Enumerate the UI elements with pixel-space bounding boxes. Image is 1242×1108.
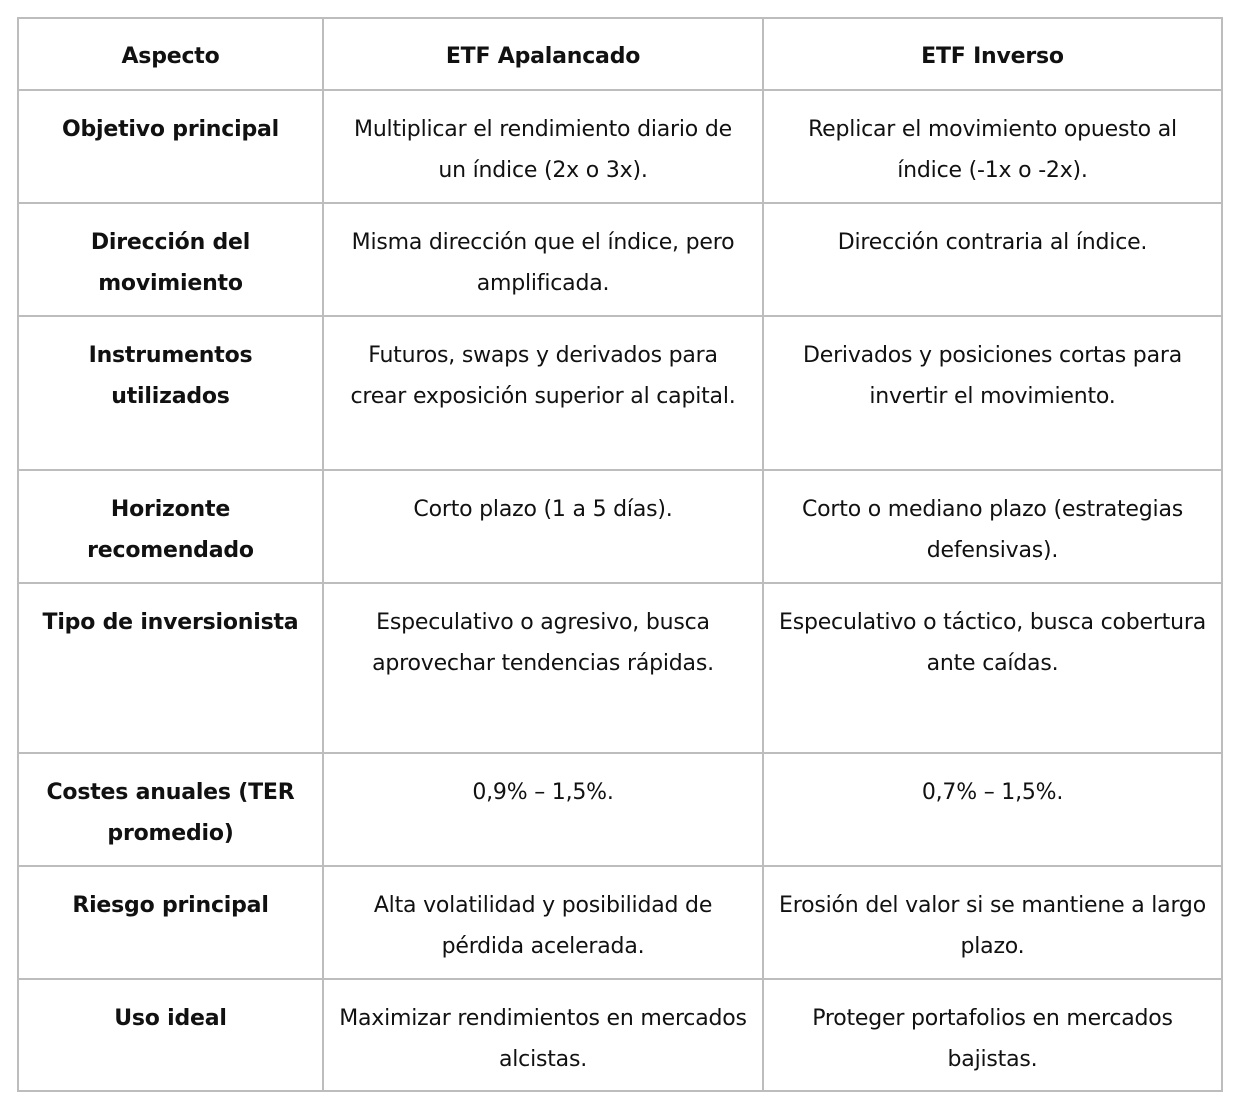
header-row <box>18 18 1222 90</box>
header-inverse-etf: ETF Inverso <box>763 18 1222 90</box>
inverse-cell: Replicar el movimiento opuesto al índice (-1x o -2x). <box>763 90 1222 203</box>
table-row <box>18 583 1222 753</box>
inverse-cell: Derivados y posiciones cortas para invertir el movimiento. <box>763 316 1222 470</box>
aspect-cell: Riesgo principal <box>18 866 323 979</box>
leveraged-cell: Multiplicar el rendimiento diario de un índice (2x o 3x). <box>323 90 763 203</box>
aspect-cell: Horizonte recomendado <box>18 470 323 583</box>
header-leveraged-etf: ETF Apalancado <box>323 18 763 90</box>
leveraged-cell: Misma dirección que el índice, pero amplificada. <box>323 203 763 316</box>
table-row <box>18 470 1222 583</box>
leveraged-cell: Corto plazo (1 a 5 días). <box>323 470 763 583</box>
inverse-cell: Especulativo o táctico, busca cobertura ante caídas. <box>763 583 1222 753</box>
table-row <box>18 866 1222 979</box>
leveraged-cell: Alta volatilidad y posibilidad de pérdida acelerada. <box>323 866 763 979</box>
comparison-table <box>17 17 1223 1092</box>
aspect-cell: Tipo de inversionista <box>18 583 323 753</box>
inverse-cell: Proteger portafolios en mercados bajistas. <box>763 979 1222 1091</box>
leveraged-cell: Futuros, swaps y derivados para crear exposición superior al capital. <box>323 316 763 470</box>
aspect-cell: Dirección del movimiento <box>18 203 323 316</box>
inverse-cell: Dirección contraria al índice. <box>763 203 1222 316</box>
aspect-cell: Objetivo principal <box>18 90 323 203</box>
inverse-cell: 0,7% – 1,5%. <box>763 753 1222 866</box>
aspect-cell: Uso ideal <box>18 979 323 1091</box>
inverse-cell: Corto o mediano plazo (estrategias defensivas). <box>763 470 1222 583</box>
aspect-cell: Costes anuales (TER promedio) <box>18 753 323 866</box>
aspect-cell: Instrumentos utilizados <box>18 316 323 470</box>
header-aspect: Aspecto <box>18 18 323 90</box>
table-row <box>18 753 1222 866</box>
leveraged-cell: Maximizar rendimientos en mercados alcistas. <box>323 979 763 1091</box>
leveraged-cell: 0,9% – 1,5%. <box>323 753 763 866</box>
inverse-cell: Erosión del valor si se mantiene a largo plazo. <box>763 866 1222 979</box>
leveraged-cell: Especulativo o agresivo, busca aprovechar tendencias rápidas. <box>323 583 763 753</box>
table-row <box>18 316 1222 470</box>
table-row <box>18 203 1222 316</box>
table-row <box>18 979 1222 1091</box>
table-row <box>18 90 1222 203</box>
